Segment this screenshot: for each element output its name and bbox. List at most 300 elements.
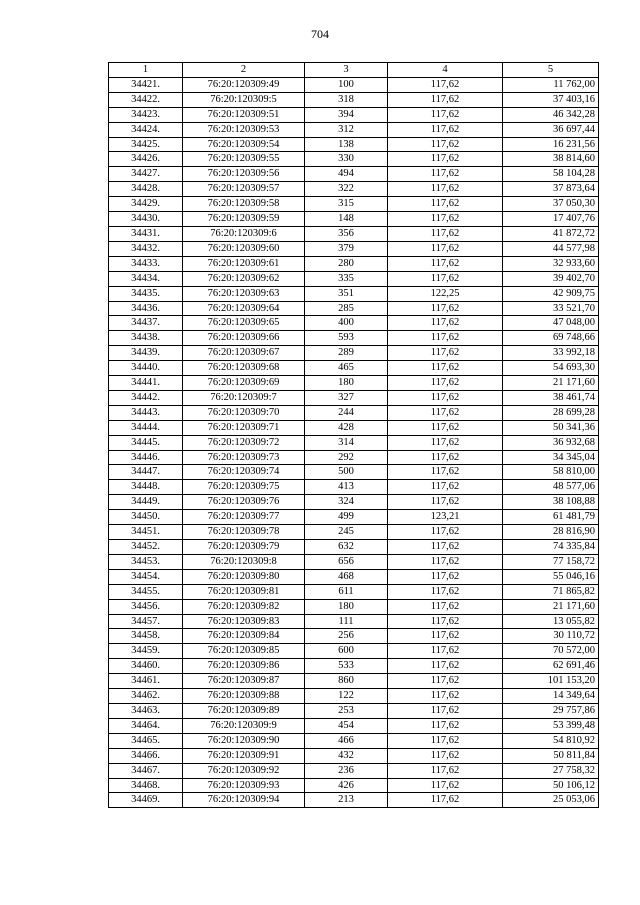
table-body <box>109 77 599 807</box>
cadastral-number-cell: 76:20:120309:87 <box>183 674 305 689</box>
amount-cell: 21 171,60 <box>503 599 599 614</box>
cadastral-number-cell: 76:20:120309:83 <box>183 614 305 629</box>
row-number-cell: 34421. <box>109 77 183 92</box>
rate-cell: 123,21 <box>388 510 503 525</box>
rate-cell: 117,62 <box>388 674 503 689</box>
cadastral-number-cell: 76:20:120309:51 <box>183 107 305 122</box>
rate-cell: 117,62 <box>388 152 503 167</box>
cadastral-number-cell: 76:20:120309:53 <box>183 122 305 137</box>
cadastral-number-cell: 76:20:120309:93 <box>183 778 305 793</box>
rate-cell: 117,62 <box>388 167 503 182</box>
amount-cell: 71 865,82 <box>503 584 599 599</box>
row-number-cell: 34456. <box>109 599 183 614</box>
rate-cell: 117,62 <box>388 346 503 361</box>
cadastral-number-cell: 76:20:120309:58 <box>183 197 305 212</box>
rate-cell: 117,62 <box>388 271 503 286</box>
row-number-cell: 34439. <box>109 346 183 361</box>
area-cell: 236 <box>305 763 388 778</box>
cadastral-number-cell: 76:20:120309:92 <box>183 763 305 778</box>
area-cell: 280 <box>305 256 388 271</box>
column-header: 2 <box>183 63 305 78</box>
table-row <box>109 212 599 227</box>
area-cell: 180 <box>305 376 388 391</box>
column-header: 5 <box>503 63 599 78</box>
cadastral-number-cell: 76:20:120309:65 <box>183 316 305 331</box>
area-cell: 285 <box>305 301 388 316</box>
rate-cell: 117,62 <box>388 733 503 748</box>
table-row <box>109 748 599 763</box>
area-cell: 465 <box>305 361 388 376</box>
table-row <box>109 107 599 122</box>
row-number-cell: 34423. <box>109 107 183 122</box>
area-cell: 312 <box>305 122 388 137</box>
row-number-cell: 34452. <box>109 540 183 555</box>
amount-cell: 50 811,84 <box>503 748 599 763</box>
row-number-cell: 34444. <box>109 420 183 435</box>
rate-cell: 117,62 <box>388 256 503 271</box>
table-row <box>109 77 599 92</box>
rate-cell: 117,62 <box>388 748 503 763</box>
amount-cell: 33 992,18 <box>503 346 599 361</box>
area-cell: 213 <box>305 793 388 808</box>
cadastral-number-cell: 76:20:120309:91 <box>183 748 305 763</box>
table-row <box>109 614 599 629</box>
amount-cell: 36 932,68 <box>503 435 599 450</box>
amount-cell: 38 108,88 <box>503 495 599 510</box>
amount-cell: 14 349,64 <box>503 689 599 704</box>
table-row <box>109 182 599 197</box>
table-row <box>109 659 599 674</box>
area-cell: 315 <box>305 197 388 212</box>
amount-cell: 54 810,92 <box>503 733 599 748</box>
area-cell: 256 <box>305 629 388 644</box>
rate-cell: 117,62 <box>388 182 503 197</box>
rate-cell: 117,62 <box>388 92 503 107</box>
area-cell: 111 <box>305 614 388 629</box>
amount-cell: 47 048,00 <box>503 316 599 331</box>
row-number-cell: 34434. <box>109 271 183 286</box>
rate-cell: 117,62 <box>388 122 503 137</box>
area-cell: 351 <box>305 286 388 301</box>
cadastral-number-cell: 76:20:120309:76 <box>183 495 305 510</box>
row-number-cell: 34460. <box>109 659 183 674</box>
cadastral-number-cell: 76:20:120309:5 <box>183 92 305 107</box>
cadastral-number-cell: 76:20:120309:9 <box>183 718 305 733</box>
amount-cell: 37 873,64 <box>503 182 599 197</box>
area-cell: 611 <box>305 584 388 599</box>
row-number-cell: 34428. <box>109 182 183 197</box>
table-row <box>109 569 599 584</box>
rate-cell: 117,62 <box>388 554 503 569</box>
area-cell: 593 <box>305 331 388 346</box>
rate-cell: 117,62 <box>388 77 503 92</box>
rate-cell: 117,62 <box>388 107 503 122</box>
table-row <box>109 778 599 793</box>
row-number-cell: 34455. <box>109 584 183 599</box>
table-row <box>109 92 599 107</box>
table-row <box>109 271 599 286</box>
row-number-cell: 34465. <box>109 733 183 748</box>
cadastral-number-cell: 76:20:120309:6 <box>183 226 305 241</box>
table-row <box>109 226 599 241</box>
rate-cell: 117,62 <box>388 435 503 450</box>
cadastral-number-cell: 76:20:120309:88 <box>183 689 305 704</box>
table-row <box>109 376 599 391</box>
rate-cell: 117,62 <box>388 495 503 510</box>
table-row <box>109 480 599 495</box>
table-row <box>109 584 599 599</box>
area-cell: 454 <box>305 718 388 733</box>
area-cell: 324 <box>305 495 388 510</box>
table-row <box>109 450 599 465</box>
amount-cell: 41 872,72 <box>503 226 599 241</box>
rate-cell: 117,62 <box>388 465 503 480</box>
area-cell: 322 <box>305 182 388 197</box>
row-number-cell: 34442. <box>109 390 183 405</box>
table-row <box>109 122 599 137</box>
cadastral-number-cell: 76:20:120309:64 <box>183 301 305 316</box>
row-number-cell: 34443. <box>109 405 183 420</box>
amount-cell: 61 481,79 <box>503 510 599 525</box>
area-cell: 632 <box>305 540 388 555</box>
table-row <box>109 316 599 331</box>
amount-cell: 27 758,32 <box>503 763 599 778</box>
rate-cell: 117,62 <box>388 629 503 644</box>
cadastral-number-cell: 76:20:120309:59 <box>183 212 305 227</box>
row-number-cell: 34429. <box>109 197 183 212</box>
row-number-cell: 34457. <box>109 614 183 629</box>
row-number-cell: 34425. <box>109 137 183 152</box>
area-cell: 253 <box>305 703 388 718</box>
cadastral-number-cell: 76:20:120309:66 <box>183 331 305 346</box>
row-number-cell: 34446. <box>109 450 183 465</box>
cadastral-number-cell: 76:20:120309:89 <box>183 703 305 718</box>
amount-cell: 37 050,30 <box>503 197 599 212</box>
cadastral-number-cell: 76:20:120309:75 <box>183 480 305 495</box>
amount-cell: 32 933,60 <box>503 256 599 271</box>
area-cell: 244 <box>305 405 388 420</box>
table-row <box>109 390 599 405</box>
table-row <box>109 152 599 167</box>
cadastral-number-cell: 76:20:120309:90 <box>183 733 305 748</box>
amount-cell: 46 342,28 <box>503 107 599 122</box>
cadastral-number-cell: 76:20:120309:80 <box>183 569 305 584</box>
cadastral-number-cell: 76:20:120309:82 <box>183 599 305 614</box>
cadastral-number-cell: 76:20:120309:63 <box>183 286 305 301</box>
rate-cell: 117,62 <box>388 689 503 704</box>
amount-cell: 42 909,75 <box>503 286 599 301</box>
table-row <box>109 167 599 182</box>
rate-cell: 117,62 <box>388 197 503 212</box>
rate-cell: 117,62 <box>388 599 503 614</box>
cadastral-number-cell: 76:20:120309:86 <box>183 659 305 674</box>
row-number-cell: 34454. <box>109 569 183 584</box>
column-header: 4 <box>388 63 503 78</box>
row-number-cell: 34426. <box>109 152 183 167</box>
amount-cell: 28 816,90 <box>503 525 599 540</box>
cadastral-number-cell: 76:20:120309:69 <box>183 376 305 391</box>
rate-cell: 117,62 <box>388 480 503 495</box>
column-header: 1 <box>109 63 183 78</box>
table-row <box>109 674 599 689</box>
amount-cell: 37 403,16 <box>503 92 599 107</box>
cadastral-number-cell: 76:20:120309:85 <box>183 644 305 659</box>
table-row <box>109 301 599 316</box>
amount-cell: 29 757,86 <box>503 703 599 718</box>
table-row <box>109 420 599 435</box>
amount-cell: 50 341,36 <box>503 420 599 435</box>
table-row <box>109 703 599 718</box>
amount-cell: 69 748,66 <box>503 331 599 346</box>
row-number-cell: 34463. <box>109 703 183 718</box>
amount-cell: 38 814,60 <box>503 152 599 167</box>
row-number-cell: 34432. <box>109 241 183 256</box>
row-number-cell: 34448. <box>109 480 183 495</box>
rate-cell: 117,62 <box>388 376 503 391</box>
amount-cell: 11 762,00 <box>503 77 599 92</box>
amount-cell: 30 110,72 <box>503 629 599 644</box>
rate-cell: 117,62 <box>388 703 503 718</box>
table-row <box>109 629 599 644</box>
rate-cell: 117,62 <box>388 137 503 152</box>
cadastral-number-cell: 76:20:120309:81 <box>183 584 305 599</box>
rate-cell: 117,62 <box>388 361 503 376</box>
table-row <box>109 793 599 808</box>
rate-cell: 122,25 <box>388 286 503 301</box>
amount-cell: 21 171,60 <box>503 376 599 391</box>
table-row <box>109 718 599 733</box>
amount-cell: 44 577,98 <box>503 241 599 256</box>
table-row <box>109 644 599 659</box>
area-cell: 122 <box>305 689 388 704</box>
row-number-cell: 34469. <box>109 793 183 808</box>
rate-cell: 117,62 <box>388 212 503 227</box>
area-cell: 468 <box>305 569 388 584</box>
table-row <box>109 465 599 480</box>
cadastral-number-cell: 76:20:120309:94 <box>183 793 305 808</box>
area-cell: 656 <box>305 554 388 569</box>
amount-cell: 17 407,76 <box>503 212 599 227</box>
cadastral-number-cell: 76:20:120309:71 <box>183 420 305 435</box>
area-cell: 318 <box>305 92 388 107</box>
cadastral-number-cell: 76:20:120309:70 <box>183 405 305 420</box>
table-row <box>109 241 599 256</box>
cadastral-number-cell: 76:20:120309:77 <box>183 510 305 525</box>
table-row <box>109 525 599 540</box>
area-cell: 289 <box>305 346 388 361</box>
cadastral-number-cell: 76:20:120309:72 <box>183 435 305 450</box>
cadastral-number-cell: 76:20:120309:55 <box>183 152 305 167</box>
table-row <box>109 599 599 614</box>
row-number-cell: 34441. <box>109 376 183 391</box>
rate-cell: 117,62 <box>388 331 503 346</box>
rate-cell: 117,62 <box>388 241 503 256</box>
cadastral-number-cell: 76:20:120309:49 <box>183 77 305 92</box>
amount-cell: 36 697,44 <box>503 122 599 137</box>
table-row <box>109 435 599 450</box>
row-number-cell: 34447. <box>109 465 183 480</box>
area-cell: 314 <box>305 435 388 450</box>
amount-cell: 38 461,74 <box>503 390 599 405</box>
amount-cell: 28 699,28 <box>503 405 599 420</box>
table-row <box>109 405 599 420</box>
area-cell: 466 <box>305 733 388 748</box>
area-cell: 494 <box>305 167 388 182</box>
cadastral-number-cell: 76:20:120309:56 <box>183 167 305 182</box>
rate-cell: 117,62 <box>388 569 503 584</box>
row-number-cell: 34436. <box>109 301 183 316</box>
row-number-cell: 34466. <box>109 748 183 763</box>
cadastral-number-cell: 76:20:120309:68 <box>183 361 305 376</box>
amount-cell: 74 335,84 <box>503 540 599 555</box>
table-header-row <box>109 63 599 78</box>
table-row <box>109 361 599 376</box>
area-cell: 148 <box>305 212 388 227</box>
area-cell: 394 <box>305 107 388 122</box>
amount-cell: 16 231,56 <box>503 137 599 152</box>
rate-cell: 117,62 <box>388 525 503 540</box>
rate-cell: 117,62 <box>388 659 503 674</box>
amount-cell: 50 106,12 <box>503 778 599 793</box>
page-number: 704 <box>311 27 329 41</box>
cadastral-number-cell: 76:20:120309:73 <box>183 450 305 465</box>
amount-cell: 48 577,06 <box>503 480 599 495</box>
area-cell: 500 <box>305 465 388 480</box>
row-number-cell: 34431. <box>109 226 183 241</box>
cadastral-number-cell: 76:20:120309:61 <box>183 256 305 271</box>
row-number-cell: 34445. <box>109 435 183 450</box>
amount-cell: 13 055,82 <box>503 614 599 629</box>
row-number-cell: 34459. <box>109 644 183 659</box>
rate-cell: 117,62 <box>388 540 503 555</box>
row-number-cell: 34462. <box>109 689 183 704</box>
rate-cell: 117,62 <box>388 390 503 405</box>
amount-cell: 53 399,48 <box>503 718 599 733</box>
rate-cell: 117,62 <box>388 405 503 420</box>
table-row <box>109 286 599 301</box>
row-number-cell: 34458. <box>109 629 183 644</box>
amount-cell: 70 572,00 <box>503 644 599 659</box>
rate-cell: 117,62 <box>388 614 503 629</box>
table-row <box>109 197 599 212</box>
table-row <box>109 540 599 555</box>
rate-cell: 117,62 <box>388 644 503 659</box>
table-row <box>109 554 599 569</box>
area-cell: 400 <box>305 316 388 331</box>
rate-cell: 117,62 <box>388 316 503 331</box>
row-number-cell: 34430. <box>109 212 183 227</box>
cadastral-number-cell: 76:20:120309:57 <box>183 182 305 197</box>
amount-cell: 25 053,06 <box>503 793 599 808</box>
area-cell: 327 <box>305 390 388 405</box>
row-number-cell: 34427. <box>109 167 183 182</box>
table-row <box>109 733 599 748</box>
row-number-cell: 34440. <box>109 361 183 376</box>
row-number-cell: 34450. <box>109 510 183 525</box>
row-number-cell: 34422. <box>109 92 183 107</box>
cadastral-number-cell: 76:20:120309:79 <box>183 540 305 555</box>
cadastral-number-cell: 76:20:120309:74 <box>183 465 305 480</box>
area-cell: 426 <box>305 778 388 793</box>
amount-cell: 33 521,70 <box>503 301 599 316</box>
amount-cell: 58 810,00 <box>503 465 599 480</box>
rate-cell: 117,62 <box>388 778 503 793</box>
amount-cell: 62 691,46 <box>503 659 599 674</box>
amount-cell: 54 693,30 <box>503 361 599 376</box>
cadastral-number-cell: 76:20:120309:54 <box>183 137 305 152</box>
rate-cell: 117,62 <box>388 450 503 465</box>
area-cell: 180 <box>305 599 388 614</box>
area-cell: 428 <box>305 420 388 435</box>
area-cell: 245 <box>305 525 388 540</box>
amount-cell: 101 153,20 <box>503 674 599 689</box>
area-cell: 292 <box>305 450 388 465</box>
cadastral-number-cell: 76:20:120309:62 <box>183 271 305 286</box>
rate-cell: 117,62 <box>388 584 503 599</box>
table-row <box>109 763 599 778</box>
rate-cell: 117,62 <box>388 718 503 733</box>
area-cell: 600 <box>305 644 388 659</box>
row-number-cell: 34467. <box>109 763 183 778</box>
table-row <box>109 495 599 510</box>
rate-cell: 117,62 <box>388 420 503 435</box>
area-cell: 432 <box>305 748 388 763</box>
row-number-cell: 34433. <box>109 256 183 271</box>
rate-cell: 117,62 <box>388 226 503 241</box>
rate-cell: 117,62 <box>388 793 503 808</box>
row-number-cell: 34453. <box>109 554 183 569</box>
table-row <box>109 510 599 525</box>
cadastral-number-cell: 76:20:120309:7 <box>183 390 305 405</box>
cadastral-number-cell: 76:20:120309:67 <box>183 346 305 361</box>
amount-cell: 77 158,72 <box>503 554 599 569</box>
row-number-cell: 34438. <box>109 331 183 346</box>
cadastral-number-cell: 76:20:120309:84 <box>183 629 305 644</box>
table-row <box>109 256 599 271</box>
area-cell: 335 <box>305 271 388 286</box>
area-cell: 356 <box>305 226 388 241</box>
row-number-cell: 34461. <box>109 674 183 689</box>
row-number-cell: 34449. <box>109 495 183 510</box>
area-cell: 499 <box>305 510 388 525</box>
data-table <box>108 62 599 808</box>
area-cell: 379 <box>305 241 388 256</box>
row-number-cell: 34451. <box>109 525 183 540</box>
row-number-cell: 34424. <box>109 122 183 137</box>
cadastral-number-cell: 76:20:120309:78 <box>183 525 305 540</box>
table-row <box>109 331 599 346</box>
column-header: 3 <box>305 63 388 78</box>
cadastral-number-cell: 76:20:120309:60 <box>183 241 305 256</box>
table-row <box>109 346 599 361</box>
row-number-cell: 34464. <box>109 718 183 733</box>
cadastral-number-cell: 76:20:120309:8 <box>183 554 305 569</box>
area-cell: 330 <box>305 152 388 167</box>
area-cell: 413 <box>305 480 388 495</box>
area-cell: 533 <box>305 659 388 674</box>
area-cell: 138 <box>305 137 388 152</box>
rate-cell: 117,62 <box>388 763 503 778</box>
table-row <box>109 137 599 152</box>
area-cell: 100 <box>305 77 388 92</box>
rate-cell: 117,62 <box>388 301 503 316</box>
amount-cell: 55 046,16 <box>503 569 599 584</box>
row-number-cell: 34468. <box>109 778 183 793</box>
amount-cell: 39 402,70 <box>503 271 599 286</box>
amount-cell: 34 345,04 <box>503 450 599 465</box>
area-cell: 860 <box>305 674 388 689</box>
amount-cell: 58 104,28 <box>503 167 599 182</box>
